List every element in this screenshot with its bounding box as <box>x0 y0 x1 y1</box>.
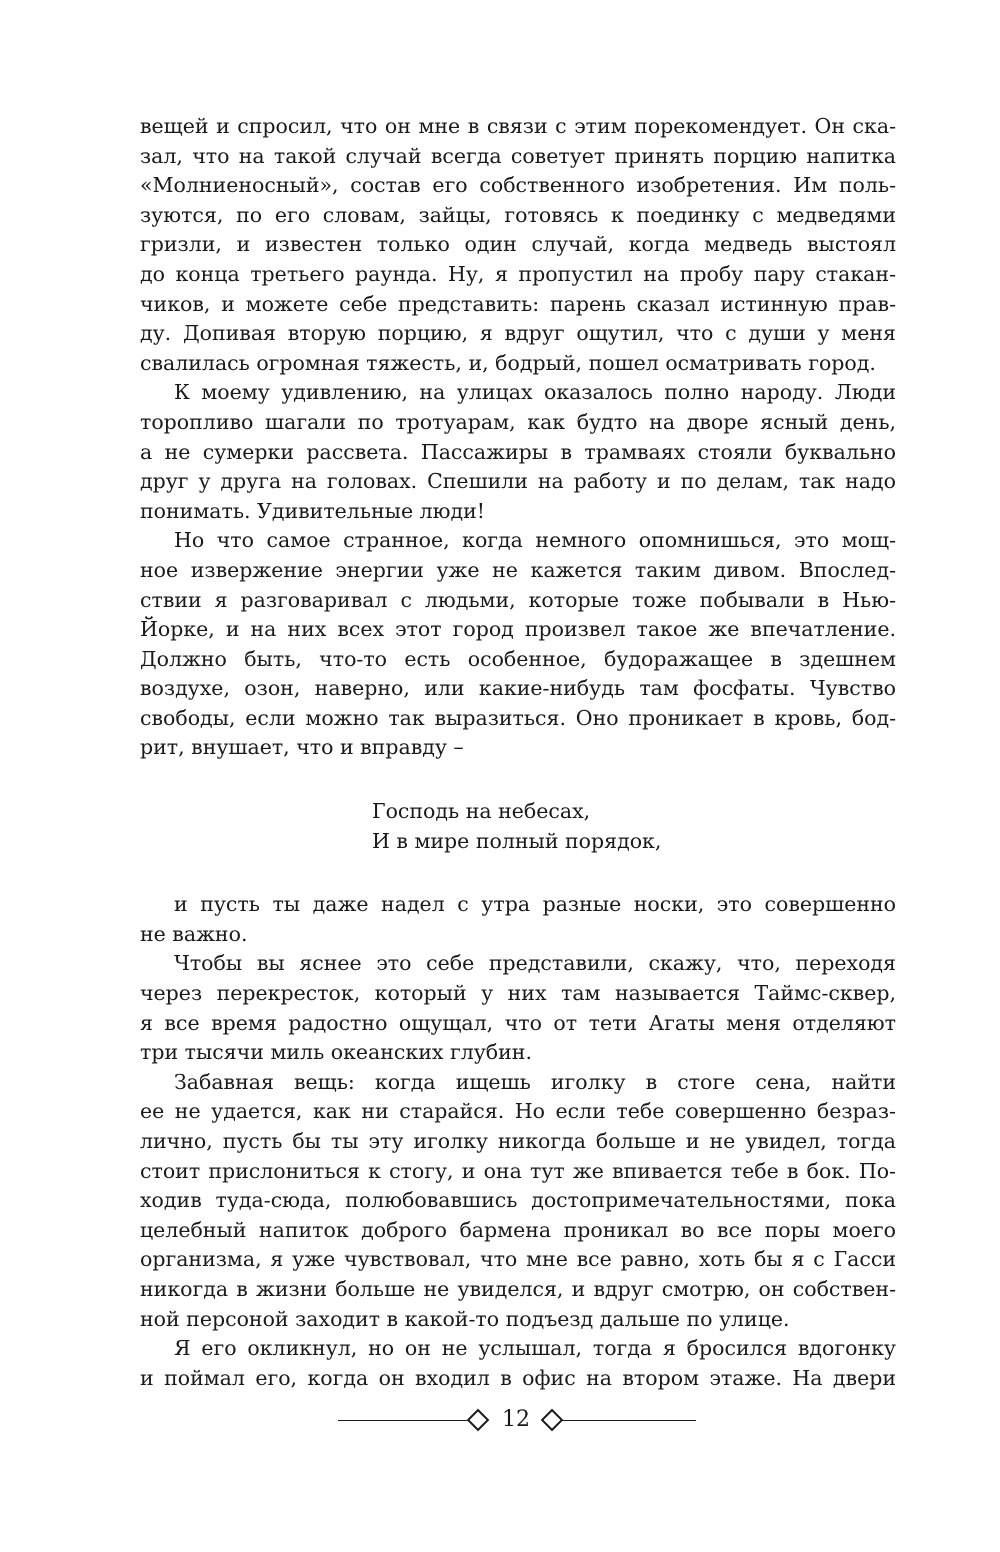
text-line: стоит прислониться к стогу, и она тут же впивается тебе в бок. По- <box>140 1158 896 1183</box>
text-line: «Молниеносный», состав его собственного изобретения. Им поль- <box>140 173 896 198</box>
text-line: Я его окликнул, но он не услышал, тогда я бросился вдогонку <box>174 1336 896 1361</box>
text-line: организма, я уже чувствовал, что мне все равно, хоть бы я с Гасси <box>140 1247 896 1272</box>
footer-rule-left <box>338 1420 470 1421</box>
text-line: ствии я разговаривал с людьми, которые тоже побывали в Нью- <box>140 587 896 612</box>
text-line: я все время радостно ощущал, что от тети Агаты меня отделяют <box>140 1010 896 1035</box>
text-line: три тысячи миль океанских глубин. <box>140 1040 532 1065</box>
text-line: К моему удивлению, на улицах оказалось полно народу. Люди <box>174 380 896 405</box>
text-line: никогда в жизни больше не увиделся, и вдруг смотрю, он собствен- <box>140 1276 896 1301</box>
text-line: Йорке, и на них всех этот город произвел такое же впечатление. <box>140 617 896 642</box>
text-line: и пусть ты даже надел с утра разные носки, это совершенно <box>174 892 896 917</box>
page-body <box>140 112 896 1393</box>
text-line: ее не удается, как ни старайся. Но если тебе совершенно безраз- <box>140 1099 896 1124</box>
text-line: ходив туда-сюда, полюбовавшись достопримечательностями, пока <box>140 1188 896 1213</box>
prose-before-verse <box>140 112 896 763</box>
text-line: Чтобы вы яснее это себе представили, скажу, что, переходя <box>174 951 896 976</box>
text-line: не важно. <box>140 921 248 946</box>
text-line: ное извержение энергии уже не кажется таким дивом. Впослед- <box>140 557 896 582</box>
text-line: воздухе, озон, наверно, или какие-нибудь там фосфаты. Чувство <box>140 676 896 701</box>
text-line: друг у друга на головах. Спешили на работу и по делам, так надо <box>140 469 896 494</box>
text-line: зал, что на такой случай всегда советует принять порцию напитка <box>140 143 896 168</box>
verse-line: И в мире полный порядок, <box>372 828 662 853</box>
text-line: торопливо шагали по тротуарам, как будто на дворе ясный день, <box>140 409 896 434</box>
paragraph <box>140 1068 896 1334</box>
paragraph <box>140 949 896 1067</box>
diamond-ornament-icon <box>541 1409 564 1432</box>
text-line: Но что самое странное, когда немного опомнишься, это мощ- <box>174 528 896 553</box>
paragraph <box>140 890 896 949</box>
text-line: Должно быть, что-то есть особенное, будоражащее в здешнем <box>140 646 896 671</box>
text-line: ной персоной заходит в какой-то подъезд дальше по улице. <box>140 1306 790 1331</box>
verse-quote <box>140 797 896 856</box>
text-line: чиков, и можете себе представить: парень сказал истинную прав- <box>140 291 896 316</box>
text-line: рит, внушает, что и вправду – <box>140 735 464 760</box>
footer-rule-right <box>562 1420 696 1421</box>
paragraph <box>140 1334 896 1393</box>
page-footer <box>0 1404 1000 1438</box>
text-line: Забавная вещь: когда ищешь иголку в стоге сена, найти <box>174 1069 896 1094</box>
text-line: гризли, и известен только один случай, когда медведь выстоял <box>140 232 896 257</box>
paragraph <box>140 112 896 378</box>
text-line: через перекресток, который у них там называется Таймс-сквер, <box>140 981 896 1006</box>
text-line: понимать. Удивительные люди! <box>140 498 486 523</box>
text-line: целебный напиток доброго бармена проникал во все поры моего <box>140 1217 896 1242</box>
prose-after-verse <box>140 890 896 1393</box>
diamond-ornament-icon <box>467 1409 490 1432</box>
text-line: свободы, если можно так выразиться. Оно проникает в кровь, бод- <box>140 705 896 730</box>
text-line: до конца третьего раунда. Ну, я пропустил на пробу пару стакан- <box>140 261 896 286</box>
text-line: а не сумерки рассвета. Пассажиры в трамваях стояли буквально <box>140 439 896 464</box>
verse-line: Господь на небесах, <box>372 799 591 824</box>
text-line: свалилась огромная тяжесть, и, бодрый, пошел осматривать город. <box>140 350 876 375</box>
paragraph <box>140 526 896 763</box>
text-line: вещей и спросил, что он мне в связи с этим порекомендует. Он ска- <box>140 114 896 138</box>
text-line: и поймал его, когда он входил в офис на втором этаже. На двери <box>140 1365 896 1390</box>
text-line: зуются, по его словам, зайцы, готовясь к поединку с медведями <box>140 202 896 227</box>
page-number: 12 <box>502 1407 530 1432</box>
paragraph <box>140 378 896 526</box>
text-line: лично, пусть бы ты эту иголку никогда больше и не увидел, тогда <box>140 1129 896 1153</box>
text-line: ду. Допивая вторую порцию, я вдруг ощутил, что с души у меня <box>140 321 896 346</box>
